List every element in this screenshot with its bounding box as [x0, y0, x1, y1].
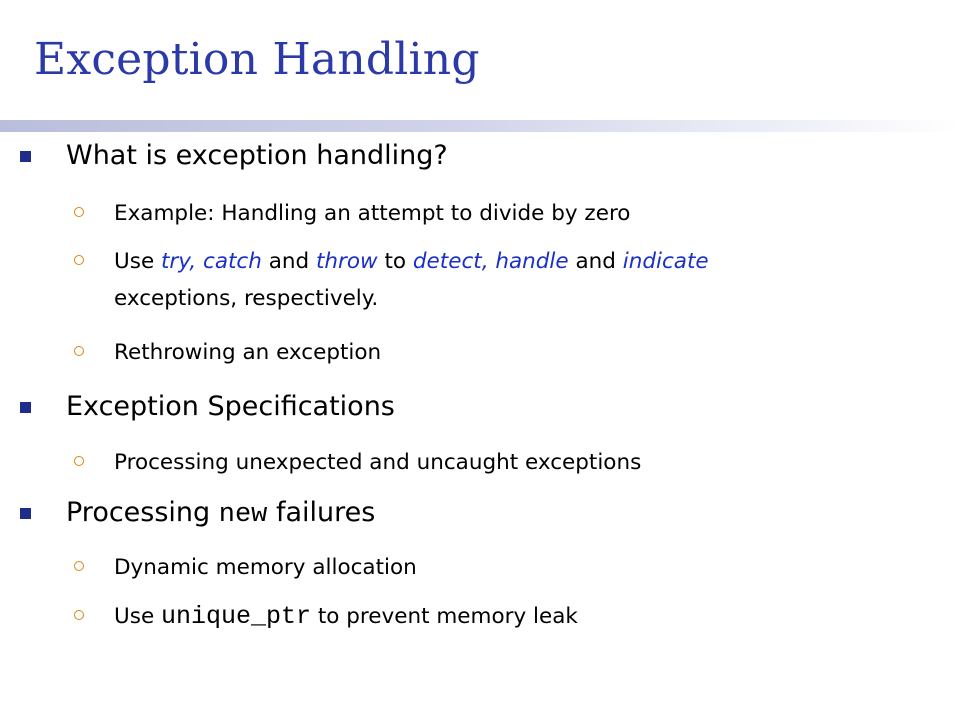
bullet-what-is-exception-handling	[66, 140, 448, 171]
text-and: and	[261, 249, 316, 274]
circle-bullet-icon	[74, 610, 84, 620]
text-processing: Processing	[66, 497, 219, 528]
sub-bullet-example	[114, 195, 630, 232]
sub-bullet-text: Rethrowing an exception	[114, 340, 382, 365]
sub-bullet-text: Example: Handling an attempt to divide by zero	[114, 201, 631, 226]
bullet-text: Exception Specifications	[66, 391, 395, 422]
text-respectively: exceptions, respectively.	[114, 286, 379, 311]
sub-bullet-dynamic-memory	[114, 549, 417, 586]
code-new: new	[218, 500, 268, 530]
keyword-detect-handle: detect, handle	[412, 249, 569, 274]
text-use: Use	[114, 249, 161, 274]
keyword-try-catch: try, catch	[161, 249, 262, 274]
square-bullet-icon	[20, 151, 31, 162]
circle-bullet-icon	[74, 456, 84, 466]
circle-bullet-icon	[74, 346, 84, 356]
keyword-throw: throw	[316, 249, 378, 274]
circle-bullet-icon	[74, 207, 84, 217]
bullet-exception-specifications	[66, 391, 395, 422]
sub-bullet-rethrowing	[114, 334, 381, 371]
sub-bullet-unique-ptr	[114, 598, 578, 635]
sub-bullet-text: Processing unexpected and uncaught exceptions	[114, 450, 642, 475]
bullet-processing-new-failures	[66, 497, 375, 530]
text-prevent-leak: to prevent memory leak	[311, 604, 578, 629]
text-use: Use	[114, 604, 161, 629]
circle-bullet-icon	[74, 255, 84, 265]
text-and: and	[568, 249, 623, 274]
text-to: to	[377, 249, 413, 274]
slide-title: Exception Handling	[34, 34, 480, 85]
sub-bullet-use-try-catch-throw	[114, 243, 709, 317]
sub-bullet-text: Dynamic memory allocation	[114, 555, 417, 580]
text-failures: failures	[267, 497, 376, 528]
sub-bullet-processing-exceptions	[114, 444, 641, 481]
title-divider	[0, 120, 960, 132]
square-bullet-icon	[20, 402, 31, 413]
circle-bullet-icon	[74, 561, 84, 571]
bullet-text: What is exception handling?	[66, 140, 448, 171]
square-bullet-icon	[20, 508, 31, 519]
code-unique-ptr: unique_ptr	[161, 602, 312, 631]
keyword-indicate: indicate	[622, 249, 709, 274]
